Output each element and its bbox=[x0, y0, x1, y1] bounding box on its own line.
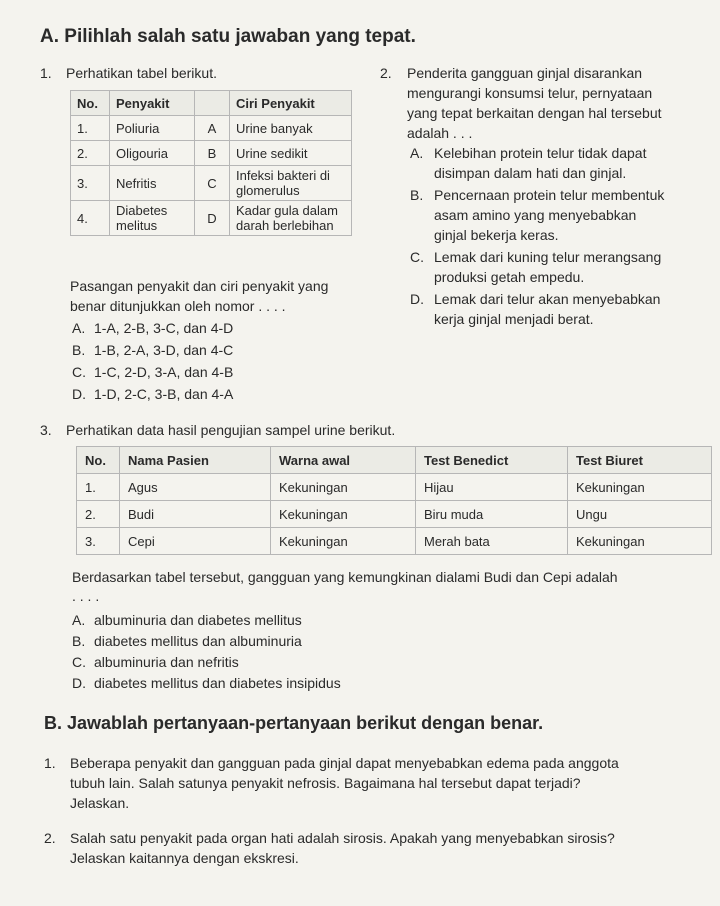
q1-option-d-text: 1-D, 2-C, 3-B, dan 4-A bbox=[94, 386, 234, 402]
q3-cell: Cepi bbox=[120, 528, 271, 555]
q1-table-header-row bbox=[71, 91, 352, 116]
section-a-title: A. Pilihlah salah satu jawaban yang tepat. bbox=[40, 26, 416, 47]
q1-question-line1: Pasangan penyakit dan ciri penyakit yang bbox=[70, 278, 329, 294]
q2-option-d-label: D. bbox=[410, 291, 424, 307]
q3-cell: Kekuningan bbox=[568, 528, 712, 555]
essay-q1-line2: tubuh lain. Salah satunya penyakit nefrosis. Bagaimana hal tersebut dapat terjadi? bbox=[70, 775, 581, 791]
q1-table bbox=[70, 90, 352, 236]
q3-question-line1: Berdasarkan tabel tersebut, gangguan yang kemungkinan dialami Budi dan Cepi adalah bbox=[72, 569, 618, 585]
q1-option-b-text: 1-B, 2-A, 3-D, dan 4-C bbox=[94, 342, 234, 358]
q3-option-c[interactable] bbox=[72, 652, 239, 672]
q2-option-c-label: C. bbox=[410, 249, 424, 265]
q1-option-c-text: 1-C, 2-D, 3-A, dan 4-B bbox=[94, 364, 234, 380]
table-row bbox=[77, 474, 712, 501]
q3-cell: Kekuningan bbox=[271, 501, 416, 528]
q1-question-line2: benar ditunjukkan oleh nomor . . . . bbox=[70, 298, 286, 314]
q1-option-a[interactable] bbox=[72, 318, 233, 338]
q1-row-no: 3. bbox=[71, 166, 110, 201]
q3-cell: Agus bbox=[120, 474, 271, 501]
q1-row-ciri: Kadar gula dalam darah berlebihan bbox=[230, 201, 352, 236]
essay-q2-number: 2. bbox=[44, 830, 56, 846]
q3-table bbox=[76, 446, 712, 555]
q2-option-d-line2: kerja ginjal menjadi berat. bbox=[434, 311, 594, 327]
q1-option-d-label: D. bbox=[72, 386, 86, 402]
q2-option-a-label: A. bbox=[410, 145, 424, 161]
q1-option-a-label: A. bbox=[72, 320, 86, 336]
q1-table-header-letter bbox=[195, 91, 230, 116]
q3-option-c-text: albuminuria dan nefritis bbox=[94, 654, 239, 670]
q3-cell: Hijau bbox=[416, 474, 568, 501]
q1-header bbox=[40, 63, 217, 83]
q1-table-header-ciri: Ciri Penyakit bbox=[230, 91, 352, 116]
q3-option-d[interactable] bbox=[72, 673, 341, 693]
q3-table-header-biuret: Test Biuret bbox=[568, 447, 712, 474]
q2-option-c-line1: Lemak dari kuning telur merangsang bbox=[434, 249, 662, 265]
essay-q1-line3: Jelaskan. bbox=[70, 795, 130, 811]
q1-row-letter: A bbox=[195, 116, 230, 141]
q1-row-letter: C bbox=[195, 166, 230, 201]
q2-option-a-line1: Kelebihan protein telur tidak dapat bbox=[434, 145, 647, 161]
q3-table-header-no: No. bbox=[77, 447, 120, 474]
q3-cell: Kekuningan bbox=[271, 474, 416, 501]
q1-row-no: 4. bbox=[71, 201, 110, 236]
q2-option-b-line3: ginjal bekerja keras. bbox=[434, 227, 559, 243]
q2-line1: Penderita gangguan ginjal disarankan bbox=[407, 65, 643, 81]
q2-option-a-line2: disimpan dalam hati dan ginjal. bbox=[434, 165, 627, 181]
q1-row-penyakit: Diabetes melitus bbox=[110, 201, 195, 236]
q3-option-c-label: C. bbox=[72, 654, 86, 670]
q1-option-c-label: C. bbox=[72, 364, 86, 380]
q1-number: 1. bbox=[40, 65, 52, 81]
q3-cell: 2. bbox=[77, 501, 120, 528]
table-row bbox=[71, 141, 352, 166]
q1-row-no: 2. bbox=[71, 141, 110, 166]
q2-option-c[interactable] bbox=[410, 247, 661, 287]
q3-question-line2: . . . . bbox=[72, 588, 100, 604]
table-row bbox=[77, 528, 712, 555]
q2-line4: adalah . . . bbox=[407, 125, 473, 141]
q1-table-header-penyakit: Penyakit bbox=[110, 91, 195, 116]
q3-cell: 3. bbox=[77, 528, 120, 555]
essay-q2-line2: Jelaskan kaitannya dengan ekskresi. bbox=[70, 850, 299, 866]
q3-cell: 1. bbox=[77, 474, 120, 501]
q3-cell: Kekuningan bbox=[568, 474, 712, 501]
q3-option-b[interactable] bbox=[72, 631, 302, 651]
q1-row-letter: B bbox=[195, 141, 230, 166]
q3-table-header-row bbox=[77, 447, 712, 474]
q3-cell: Ungu bbox=[568, 501, 712, 528]
q2-line3: yang tepat berkaitan dengan hal tersebut bbox=[407, 105, 662, 121]
table-row bbox=[71, 166, 352, 201]
q2-option-d[interactable] bbox=[410, 289, 660, 329]
q2-option-b[interactable] bbox=[410, 185, 664, 245]
q3-option-a-label: A. bbox=[72, 612, 86, 628]
q3-option-a-text: albuminuria dan diabetes mellitus bbox=[94, 612, 302, 628]
q1-row-ciri: Urine banyak bbox=[230, 116, 352, 141]
essay-q1-number: 1. bbox=[44, 755, 56, 771]
q3-intro: Perhatikan data hasil pengujian sampel urine berikut. bbox=[66, 422, 396, 438]
q3-cell: Biru muda bbox=[416, 501, 568, 528]
table-row bbox=[77, 501, 712, 528]
q1-row-ciri: Urine sedikit bbox=[230, 141, 352, 166]
q1-row-penyakit: Oligouria bbox=[110, 141, 195, 166]
q3-option-a[interactable] bbox=[72, 610, 302, 630]
q1-table-header-no: No. bbox=[71, 91, 110, 116]
q3-number: 3. bbox=[40, 422, 52, 438]
q1-option-b[interactable] bbox=[72, 340, 233, 360]
q1-row-letter: D bbox=[195, 201, 230, 236]
table-row bbox=[71, 201, 352, 236]
q1-row-ciri: Infeksi bakteri di glomerulus bbox=[230, 166, 352, 201]
q2-option-b-line1: Pencernaan protein telur membentuk bbox=[434, 187, 665, 203]
q1-row-penyakit: Nefritis bbox=[110, 166, 195, 201]
q2-option-a[interactable] bbox=[410, 143, 646, 183]
q3-option-d-label: D. bbox=[72, 675, 86, 691]
q3-table-header-nama: Nama Pasien bbox=[120, 447, 271, 474]
section-b-title: B. Jawablah pertanyaan-pertanyaan berikut dengan benar. bbox=[44, 713, 544, 733]
q2-line2: mengurangi konsumsi telur, pernyataan bbox=[407, 85, 653, 101]
q3-cell: Budi bbox=[120, 501, 271, 528]
q1-option-b-label: B. bbox=[72, 342, 86, 358]
q1-option-c[interactable] bbox=[72, 362, 233, 382]
q1-row-penyakit: Poliuria bbox=[110, 116, 195, 141]
q2-number: 2. bbox=[380, 65, 392, 81]
q1-row-no: 1. bbox=[71, 116, 110, 141]
q1-option-a-text: 1-A, 2-B, 3-C, dan 4-D bbox=[94, 320, 234, 336]
essay-q1-line1: Beberapa penyakit dan gangguan pada ginjal dapat menyebabkan edema pada anggota bbox=[70, 755, 619, 771]
q3-cell: Merah bata bbox=[416, 528, 568, 555]
q3-header bbox=[40, 420, 395, 440]
q1-intro: Perhatikan tabel berikut. bbox=[66, 65, 217, 81]
q3-table-header-benedict: Test Benedict bbox=[416, 447, 568, 474]
table-row bbox=[71, 116, 352, 141]
q2-option-c-line2: produksi getah empedu. bbox=[434, 269, 585, 285]
q3-option-b-label: B. bbox=[72, 633, 86, 649]
q2-option-b-line2: asam amino yang menyebabkan bbox=[434, 207, 637, 223]
q3-cell: Kekuningan bbox=[271, 528, 416, 555]
q2-option-b-label: B. bbox=[410, 187, 424, 203]
q3-table-header-warna: Warna awal bbox=[271, 447, 416, 474]
q2-option-d-line1: Lemak dari telur akan menyebabkan bbox=[434, 291, 661, 307]
essay-q2-line1: Salah satu penyakit pada organ hati adalah sirosis. Apakah yang menyebabkan sirosis? bbox=[70, 830, 615, 846]
q1-option-d[interactable] bbox=[72, 384, 233, 404]
q3-option-b-text: diabetes mellitus dan albuminuria bbox=[94, 633, 302, 649]
q3-option-d-text: diabetes mellitus dan diabetes insipidus bbox=[94, 675, 341, 691]
